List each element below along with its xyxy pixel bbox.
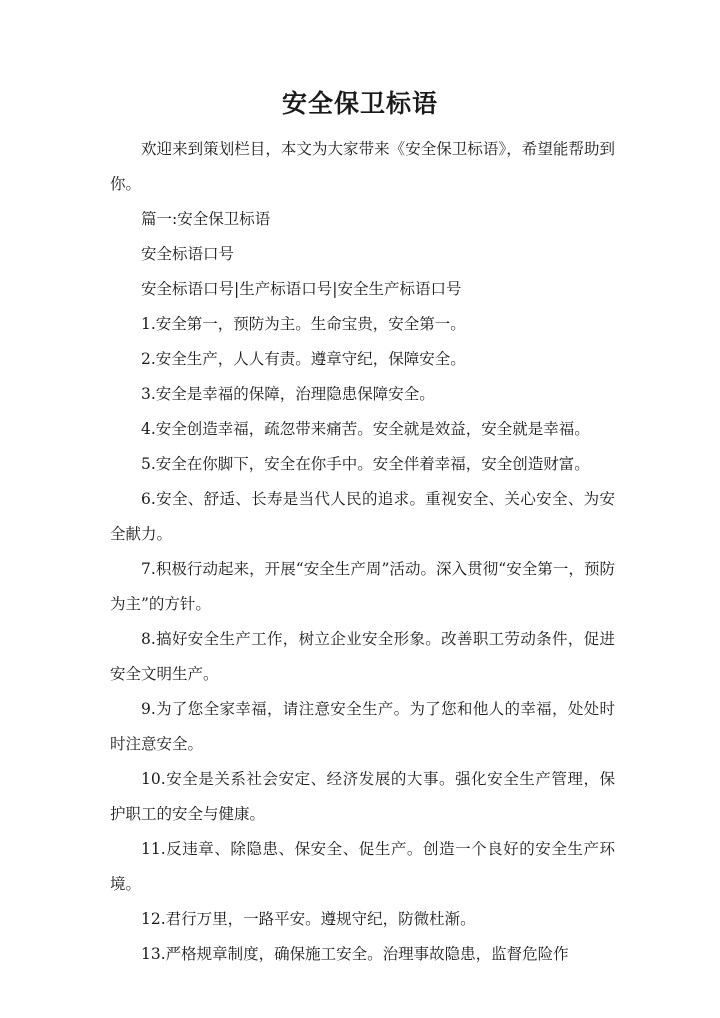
section-heading: 篇一:安全保卫标语 <box>141 210 271 228</box>
intro-paragraph: 欢迎来到策划栏目，本文为大家带来《安全保卫标语》，希望能帮助到你。 <box>110 140 615 193</box>
slogan-item: 7.积极行动起来，开展“安全生产周”活动。深入贯彻“安全第一，预防为主”的方针。 <box>110 560 615 613</box>
slogan-item: 8.搞好安全生产工作，树立企业安全形象。改善职工劳动条件，促进安全文明生产。 <box>110 630 615 683</box>
document-body <box>110 132 615 972</box>
slogan-item: 2.安全生产，人人有责。遵章守纪，保障安全。 <box>141 350 466 368</box>
slogan-item: 10.安全是关系社会安定、经济发展的大事。强化安全生产管理，保护职工的安全与健康。 <box>110 770 615 823</box>
slogan-item: 12.君行万里，一路平安。遵规守纪，防微杜渐。 <box>141 910 476 928</box>
slogan-item: 6.安全、舒适、长寿是当代人民的追求。重视安全、关心安全、为安全献力。 <box>110 490 615 543</box>
category-line: 安全标语口号|生产标语口号|安全生产标语口号 <box>141 280 462 298</box>
slogan-item: 5.安全在你脚下，安全在你手中。安全伴着幸福，安全创造财富。 <box>141 455 590 473</box>
subheading: 安全标语口号 <box>141 245 235 263</box>
slogan-item: 13.严格规章制度，确保施工安全。治理事故隐患，监督危险作 <box>141 945 569 963</box>
slogan-item: 9.为了您全家幸福，请注意安全生产。为了您和他人的幸福，处处时时注意安全。 <box>110 700 615 753</box>
slogan-item: 4.安全创造幸福，疏忽带来痛苦。安全就是效益，安全就是幸福。 <box>141 420 590 438</box>
document-title: 安全保卫标语 <box>281 89 438 118</box>
slogan-item: 3.安全是幸福的保障，治理隐患保障安全。 <box>141 385 435 403</box>
slogan-item: 11.反违章、除隐患、保安全、促生产。创造一个良好的安全生产环境。 <box>110 840 615 893</box>
slogan-item: 1.安全第一，预防为主。生命宝贵，安全第一。 <box>141 315 466 333</box>
